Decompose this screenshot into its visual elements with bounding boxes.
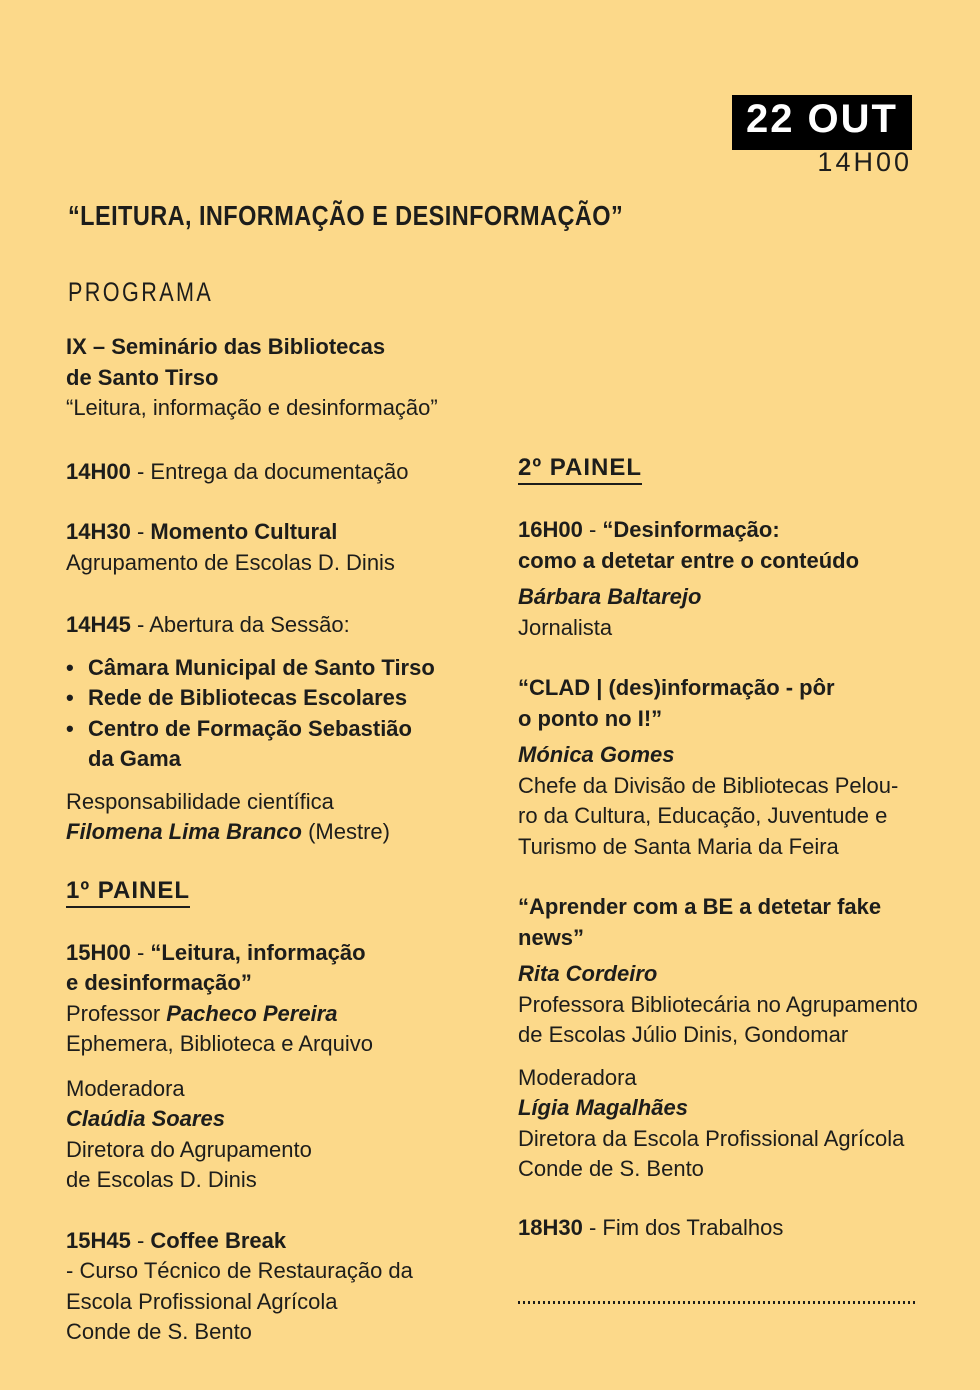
bullet-icon: •	[66, 654, 74, 680]
moderator-role: de Escolas D. Dinis	[66, 1167, 257, 1192]
speaker-role: Turismo de Santa Maria da Feira	[518, 833, 839, 859]
schedule-item-opening	[66, 610, 506, 641]
date-badge: 22 OUT	[732, 95, 912, 150]
speaker-name: Bárbara Baltarejo	[518, 584, 702, 609]
schedule-item-cultural-moment	[66, 517, 506, 578]
moderator-name: Claúdia Soares	[66, 1106, 225, 1131]
scientific-responsibility	[66, 787, 506, 848]
speaker-role: Chefe da Divisão de Bibliotecas Pelou-	[518, 772, 899, 798]
speaker-name: Pacheco Pereira	[166, 1000, 338, 1026]
separator: -	[130, 519, 151, 544]
talk-title-line: o ponto no I!”	[518, 705, 663, 731]
event-label: Abertura da Sessão:	[149, 612, 350, 637]
moderator-name: Lígia Magalhães	[518, 1095, 688, 1120]
event-label: Coffee Break	[150, 1227, 287, 1253]
talk-title-line: news”	[518, 924, 585, 950]
seminar-theme: “Leitura, informação e desinformação”	[66, 395, 438, 420]
moderator-role: Diretora do Agrupamento	[66, 1136, 312, 1162]
talk-title-line: “Leitura, informação	[150, 939, 366, 965]
speaker-line	[66, 999, 506, 1030]
opening-participants-list	[66, 653, 506, 775]
speaker-role: Jornalista	[518, 614, 613, 640]
panel1-heading: 1º PAINEL	[66, 878, 190, 908]
schedule-item-coffee-break	[66, 1226, 506, 1348]
panel2-talk2	[518, 673, 968, 862]
coffee-detail: Conde de S. Bento	[66, 1319, 252, 1344]
panel2-talk1	[518, 515, 968, 643]
start-time-label: 14H00	[817, 147, 912, 177]
separator: -	[130, 612, 150, 637]
talk-title-line: como a detetar entre o conteúdo	[518, 547, 860, 573]
page-title: “LEITURA, INFORMAÇÃO E DESINFORMAÇÃO”	[68, 200, 624, 231]
seminar-title-line: IX – Seminário das Bibliotecas	[66, 334, 386, 359]
moderator-role: Diretora da Escola Profissional Agrícola	[518, 1125, 905, 1151]
separator: -	[582, 1214, 603, 1240]
list-item: • Rede de Bibliotecas Escolares	[66, 683, 506, 714]
panel2-moderator	[518, 1063, 968, 1185]
panel2-talk3	[518, 892, 968, 1051]
talk-title-line: e desinformação”	[66, 970, 252, 995]
speaker-role: Ephemera, Biblioteca e Arquivo	[66, 1031, 373, 1056]
event-time: 18H30	[518, 1214, 583, 1240]
talk-title-line: “Aprender com a BE a detetar fake	[518, 894, 882, 919]
talk-title-line: “Desinformação:	[602, 517, 780, 542]
moderator-label: Moderadora	[66, 1075, 185, 1101]
event-label: Entrega da documentação	[150, 458, 409, 484]
speaker-role: ro da Cultura, Educação, Juventude e	[518, 803, 888, 828]
event-time: 15H45	[66, 1227, 131, 1253]
event-time: 14H45	[66, 612, 131, 637]
event-label: Momento Cultural	[150, 519, 338, 544]
program-label: PROGRAMA	[68, 277, 214, 307]
schedule-item-closing	[518, 1213, 968, 1244]
separator: -	[130, 458, 151, 484]
moderator-role: Conde de S. Bento	[518, 1156, 704, 1181]
speaker-role: Professora Bibliotecária no Agrupamento	[518, 991, 918, 1017]
seminar-heading	[66, 332, 506, 424]
talk-title-line: “CLAD | (des)informação - pôr	[518, 675, 835, 700]
panel2-section	[518, 455, 968, 485]
responsible-name: Filomena Lima Branco	[66, 819, 302, 844]
moderator-label: Moderadora	[518, 1064, 637, 1090]
event-time: 16H00	[518, 517, 583, 542]
panel1-moderator	[66, 1074, 506, 1196]
separator: -	[130, 1227, 151, 1253]
dotted-divider	[518, 1301, 918, 1304]
coffee-detail: Escola Profissional Agrícola	[66, 1288, 338, 1314]
panel1-section	[66, 878, 506, 908]
speaker-name: Mónica Gomes	[518, 742, 675, 767]
event-organization: Agrupamento de Escolas D. Dinis	[66, 549, 395, 575]
panel2-heading: 2º PAINEL	[518, 455, 642, 485]
bullet-icon: •	[66, 715, 74, 741]
list-item: • Centro de Formação Sebastião	[66, 714, 506, 745]
separator: -	[582, 517, 603, 542]
list-item: • Câmara Municipal de Santo Tirso	[66, 653, 506, 684]
event-time: 14H30	[66, 519, 131, 544]
responsibility-label: Responsabilidade científica	[66, 788, 334, 814]
coffee-detail: - Curso Técnico de Restauração da	[66, 1258, 413, 1283]
bullet-icon: •	[66, 685, 74, 710]
panel1-talk	[66, 938, 506, 1060]
speaker-role: de Escolas Júlio Dinis, Gondomar	[518, 1022, 849, 1047]
event-label: Fim dos Trabalhos	[602, 1214, 784, 1240]
schedule-item-registration	[66, 457, 506, 488]
event-time: 15H00	[66, 939, 131, 965]
list-item-continuation: da Gama	[88, 746, 181, 771]
seminar-title-line: de Santo Tirso	[66, 364, 219, 390]
speaker-name: Rita Cordeiro	[518, 961, 658, 986]
right-column	[518, 455, 968, 1304]
left-column	[66, 332, 506, 1348]
separator: -	[130, 939, 151, 965]
responsible-note: (Mestre)	[301, 819, 390, 844]
speaker-prefix: Professor	[66, 1000, 167, 1026]
event-time: 14H00	[66, 458, 131, 484]
